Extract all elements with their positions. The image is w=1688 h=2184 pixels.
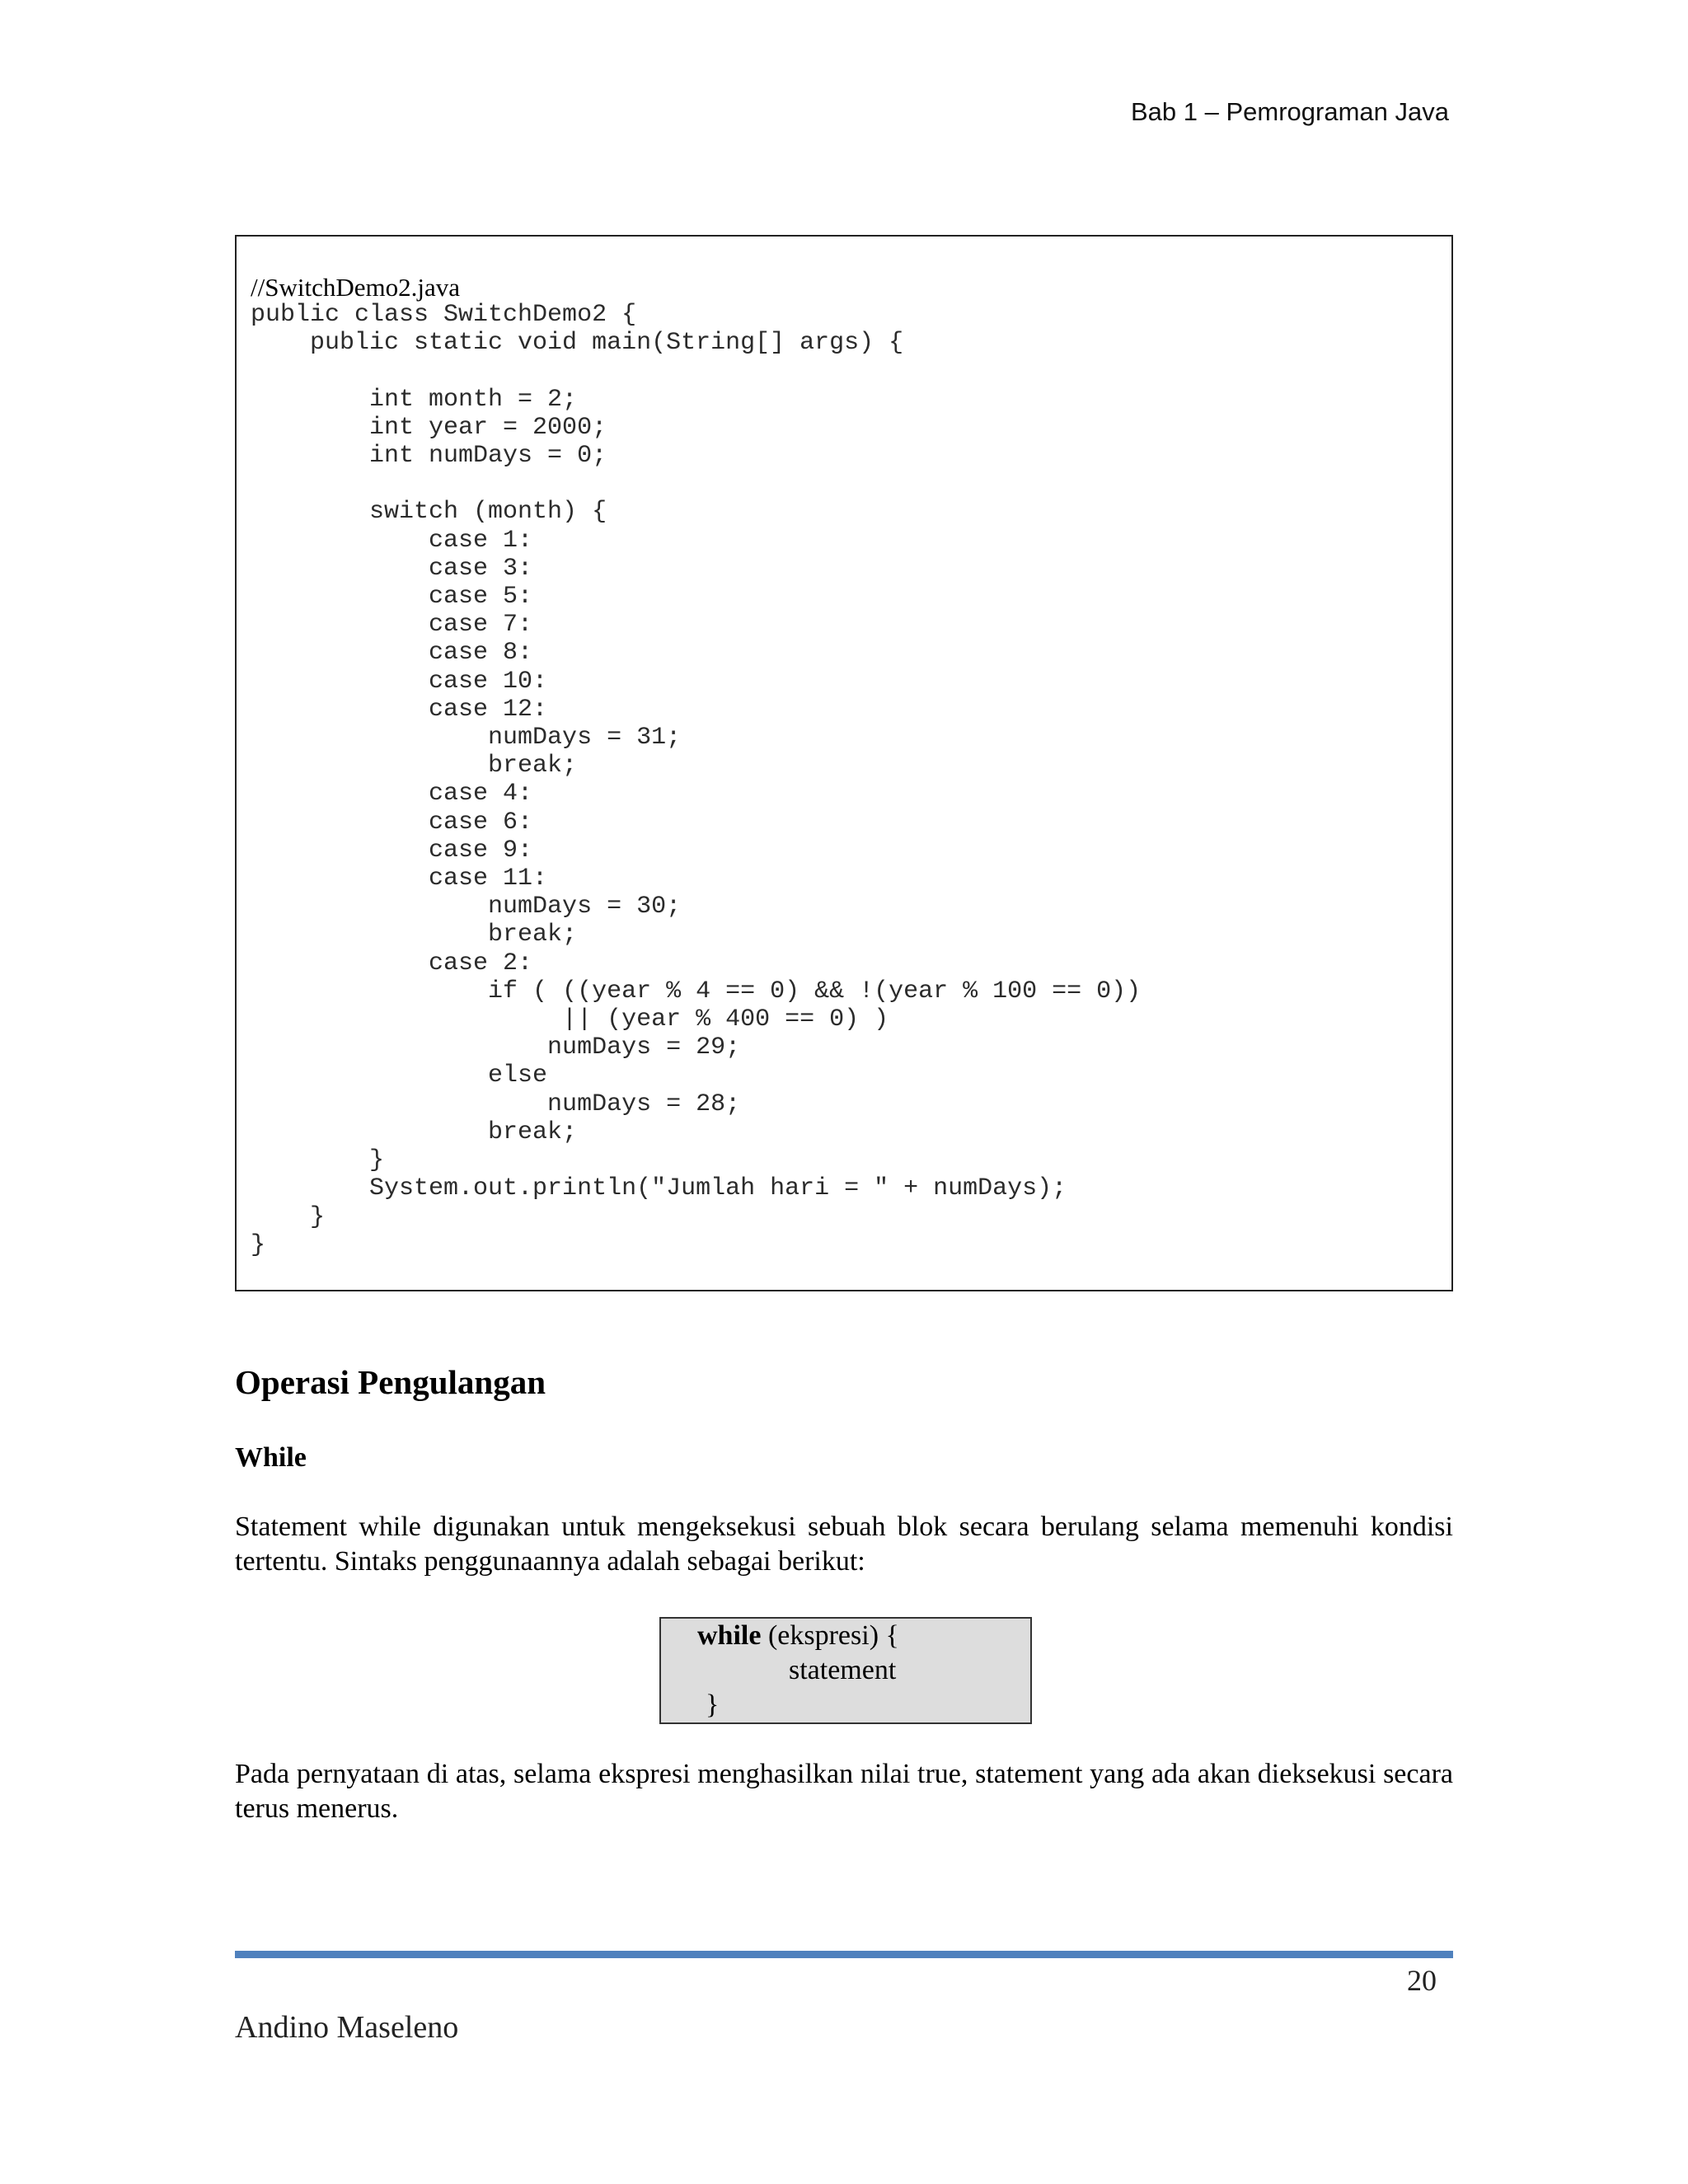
syntax-closing: }: [706, 1690, 720, 1720]
syntax-box: [659, 1617, 1032, 1724]
syntax-body: statement: [789, 1655, 897, 1685]
intro-paragraph: Statement while digunakan untuk mengeksekusi sebuah blok secara berulang selama memenuhi kondisi tertentu. Sintaks penggunaannya adalah sebagai berikut:: [235, 1511, 1453, 1577]
footer-rule: [235, 1951, 1453, 1958]
syntax-keyword: while: [697, 1620, 762, 1651]
syntax-header-line: [697, 1619, 899, 1653]
code-listing-box: [235, 235, 1453, 1291]
explanation-paragraph: Pada pernyataan di atas, selama ekspresi menghasilkan nilai true, statement yang ada akan dieksekusi secara terus menerus.: [235, 1759, 1453, 1824]
syntax-condition: (ekspresi) {: [761, 1620, 899, 1651]
page-number: 20: [1407, 1964, 1437, 1997]
section-title: Operasi Pengulangan: [235, 1363, 546, 1401]
code-body: public class SwitchDemo2 { public static void main(String[] args) { int month = 2; int year = 2000; int numDays = 0; switch (month) { case 1: case 3: case 5: case 7: case 8: case 10: case 12: numDays = 31; break; case 4: case 6: case 9: case 11: numDays = 30; break; case 2: if ( ((year % 4 == 0) && !(year % 100 == 0)) || (year % 400 == 0) ) numDays = 29; else numDays = 28; break; } System.out.println("Jumlah hari = " + numDays); } }: [251, 301, 1142, 1259]
code-filename-comment: //SwitchDemo2.java: [251, 273, 460, 302]
subsection-title: While: [235, 1442, 307, 1473]
author-name: Andino Maseleno: [235, 2010, 459, 2045]
running-header: Bab 1 – Pemrograman Java: [1131, 97, 1449, 126]
